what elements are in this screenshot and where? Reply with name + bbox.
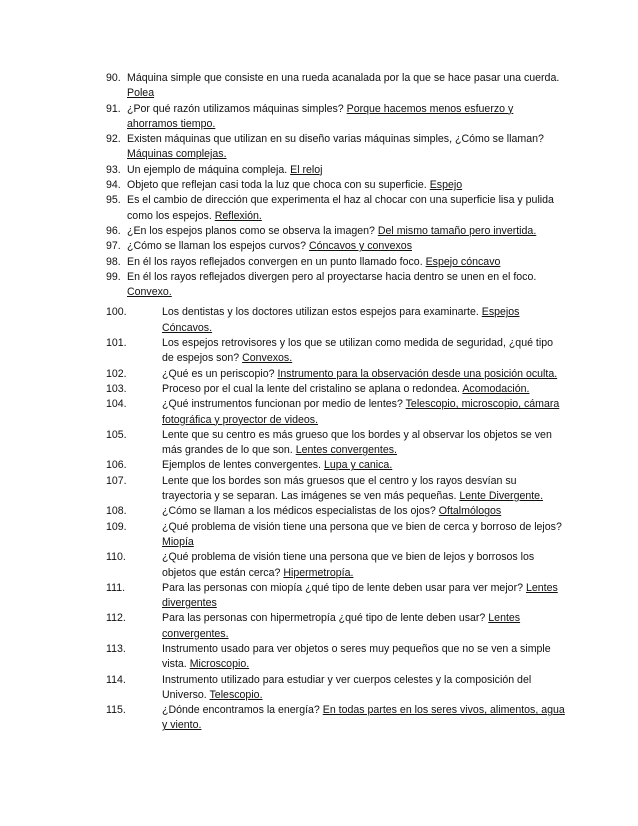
item-number: 115. bbox=[106, 704, 126, 717]
item-answer: Lentes divergentes bbox=[162, 581, 558, 610]
list-item bbox=[106, 673, 566, 704]
list-item bbox=[106, 642, 566, 673]
item-question: Los dentistas y los doctores utilizan estos espejos para examinarte. bbox=[162, 306, 479, 319]
item-number: 106. bbox=[106, 459, 127, 472]
item-number: 97. bbox=[106, 240, 121, 253]
item-question: ¿Cómo se llaman los espejos curvos? bbox=[127, 240, 306, 253]
item-answer: Espejo bbox=[429, 179, 463, 192]
item-number: 91. bbox=[106, 102, 121, 115]
item-number: 114. bbox=[106, 673, 126, 686]
item-answer: Del mismo tamaño pero invertida. bbox=[377, 224, 537, 237]
item-question: Los espejos retrovisores y los que se utilizan como medida de seguridad, ¿qué tipo de espejos son? bbox=[162, 337, 554, 365]
item-number: 105. bbox=[106, 428, 127, 441]
item-number: 102. bbox=[106, 367, 127, 380]
item-answer: Lente Divergente. bbox=[459, 490, 544, 503]
list-item bbox=[106, 367, 566, 382]
item-answer: Lentes convergentes. bbox=[162, 612, 521, 640]
item-question: Lente que los bordes son más gruesos que el centro y los rayos desvían su trayectoria y se separan. Las imágenes se ven más pequeñas. bbox=[162, 474, 517, 503]
item-question: Ejemplos de lentes convergentes. bbox=[162, 459, 321, 472]
list-item bbox=[106, 71, 566, 102]
list-item bbox=[106, 550, 566, 581]
item-answer: Máquinas complejas. bbox=[127, 148, 227, 161]
item-number: 113. bbox=[106, 642, 126, 655]
list-item bbox=[106, 255, 566, 270]
list-item bbox=[106, 703, 566, 734]
item-number: 109. bbox=[106, 520, 127, 533]
item-question: ¿En los espejos planos como se observa la imagen? bbox=[127, 224, 375, 237]
item-answer: Convexo. bbox=[127, 286, 172, 299]
item-question: Para las personas con miopía ¿qué tipo de lente deben usar para ver mejor? bbox=[162, 581, 523, 594]
item-number: 101. bbox=[106, 337, 127, 350]
list-item bbox=[106, 102, 566, 133]
item-answer: Convexos. bbox=[242, 352, 293, 365]
item-question: ¿Qué instrumentos funcionan por medio de lentes? bbox=[162, 398, 403, 411]
item-answer: Polea bbox=[127, 87, 155, 100]
item-question: Instrumento utilizado para estudiar y ver cuerpos celestes y la composición del Universo. bbox=[162, 673, 532, 701]
item-number: 104. bbox=[106, 398, 127, 411]
list-item bbox=[106, 336, 566, 367]
item-number: 96. bbox=[106, 224, 121, 237]
item-answer: Lentes convergentes. bbox=[295, 444, 398, 457]
item-number: 90. bbox=[106, 72, 121, 84]
item-number: 100. bbox=[106, 306, 127, 319]
item-question: En él los rayos reflejados divergen pero al proyectarse hacia dentro se unen en el foco. bbox=[127, 270, 537, 283]
item-question: ¿Cómo se llaman a los médicos especialistas de los ojos? bbox=[162, 505, 436, 518]
list-item bbox=[106, 178, 566, 193]
item-number: 110. bbox=[106, 551, 126, 564]
item-answer: Telescopio, microscopio, cámara fotográfica y proyector de videos. bbox=[162, 398, 560, 426]
list-item bbox=[106, 382, 566, 397]
list-item bbox=[106, 458, 566, 473]
item-answer: Espejo cóncavo bbox=[425, 255, 501, 268]
item-question: ¿Por qué razón utilizamos máquinas simples? bbox=[127, 102, 344, 115]
item-number: 93. bbox=[106, 163, 121, 176]
item-question: ¿Qué es un periscopio? bbox=[162, 367, 275, 380]
item-answer: Lupa y canica. bbox=[323, 459, 393, 472]
list-item bbox=[106, 305, 566, 336]
item-answer: Acomodación. bbox=[462, 382, 530, 395]
list-item bbox=[106, 581, 566, 612]
list-item bbox=[106, 520, 566, 551]
item-number: 112. bbox=[106, 612, 126, 625]
list-item bbox=[106, 224, 566, 239]
item-number: 95. bbox=[106, 194, 121, 207]
list-item bbox=[106, 611, 566, 642]
item-answer: Instrumento para la observación desde una posición oculta. bbox=[277, 367, 558, 380]
list-item bbox=[106, 397, 566, 428]
item-number: 92. bbox=[106, 133, 121, 146]
item-number: 111. bbox=[106, 581, 126, 594]
item-question: En él los rayos reflejados convergen en un punto llamado foco. bbox=[127, 255, 423, 268]
item-answer: Microscopio. bbox=[189, 658, 250, 671]
item-answer: Oftalmólogos bbox=[438, 505, 502, 518]
item-answer: En todas partes en los seres vivos, alimentos, agua y viento. bbox=[162, 704, 565, 732]
item-number: 108. bbox=[106, 505, 127, 518]
list-item bbox=[106, 270, 566, 301]
item-question: Instrumento usado para ver objetos o seres muy pequeños que no se ven a simple vista. bbox=[162, 642, 551, 671]
item-question: ¿Dónde encontramos la energía? bbox=[162, 704, 320, 717]
list-item bbox=[106, 163, 566, 178]
item-question: Lente que su centro es más grueso que los bordes y al observar los objetos se ven más grandes de lo que son. bbox=[162, 428, 552, 457]
item-answer: Porque hacemos menos esfuerzo y ahorramos tiempo. bbox=[127, 102, 514, 130]
item-question: Un ejemplo de máquina compleja. bbox=[127, 163, 288, 176]
item-question: Máquina simple que consiste en una rueda acanalada por la que se hace pasar una cuerda. bbox=[127, 72, 560, 84]
list-item bbox=[106, 193, 566, 224]
list-item bbox=[106, 132, 566, 163]
item-number: 107. bbox=[106, 474, 127, 487]
item-answer: Miopía bbox=[162, 535, 194, 548]
item-answer: El reloj bbox=[290, 163, 323, 176]
question-list bbox=[106, 71, 566, 734]
item-answer: Telescopio. bbox=[209, 688, 263, 701]
item-number: 94. bbox=[106, 179, 121, 192]
item-question: Es el cambio de dirección que experimenta el haz al chocar con una superficie lisa y pulida como los espejos. bbox=[127, 194, 554, 222]
item-number: 103. bbox=[106, 382, 127, 395]
item-number: 99. bbox=[106, 270, 121, 283]
list-item bbox=[106, 474, 566, 505]
item-question: ¿Qué problema de visión tiene una persona que ve bien de cerca y borroso de lejos? bbox=[162, 520, 562, 533]
item-question: Para las personas con hipermetropía ¿qué tipo de lente deben usar? bbox=[162, 612, 486, 625]
item-question: Objeto que reflejan casi toda la luz que choca con su superficie. bbox=[127, 179, 427, 192]
item-number: 98. bbox=[106, 255, 121, 268]
list-item bbox=[106, 239, 566, 254]
list-item bbox=[106, 428, 566, 459]
item-answer: Espejos Cóncavos. bbox=[162, 306, 520, 334]
list-item bbox=[106, 504, 566, 519]
item-answer: Hipermetropía. bbox=[283, 566, 354, 579]
item-question: Proceso por el cual la lente del cristalino se aplana o redondea. bbox=[162, 382, 460, 395]
item-question: Existen máquinas que utilizan en su diseño varias máquinas simples, ¿Cómo se llaman? bbox=[127, 133, 544, 146]
item-answer: Reflexión. bbox=[214, 209, 262, 222]
item-question: ¿Qué problema de visión tiene una persona que ve bien de lejos y borrosos los objetos que están cerca? bbox=[162, 551, 535, 579]
item-answer: Cóncavos y convexos bbox=[308, 240, 412, 253]
